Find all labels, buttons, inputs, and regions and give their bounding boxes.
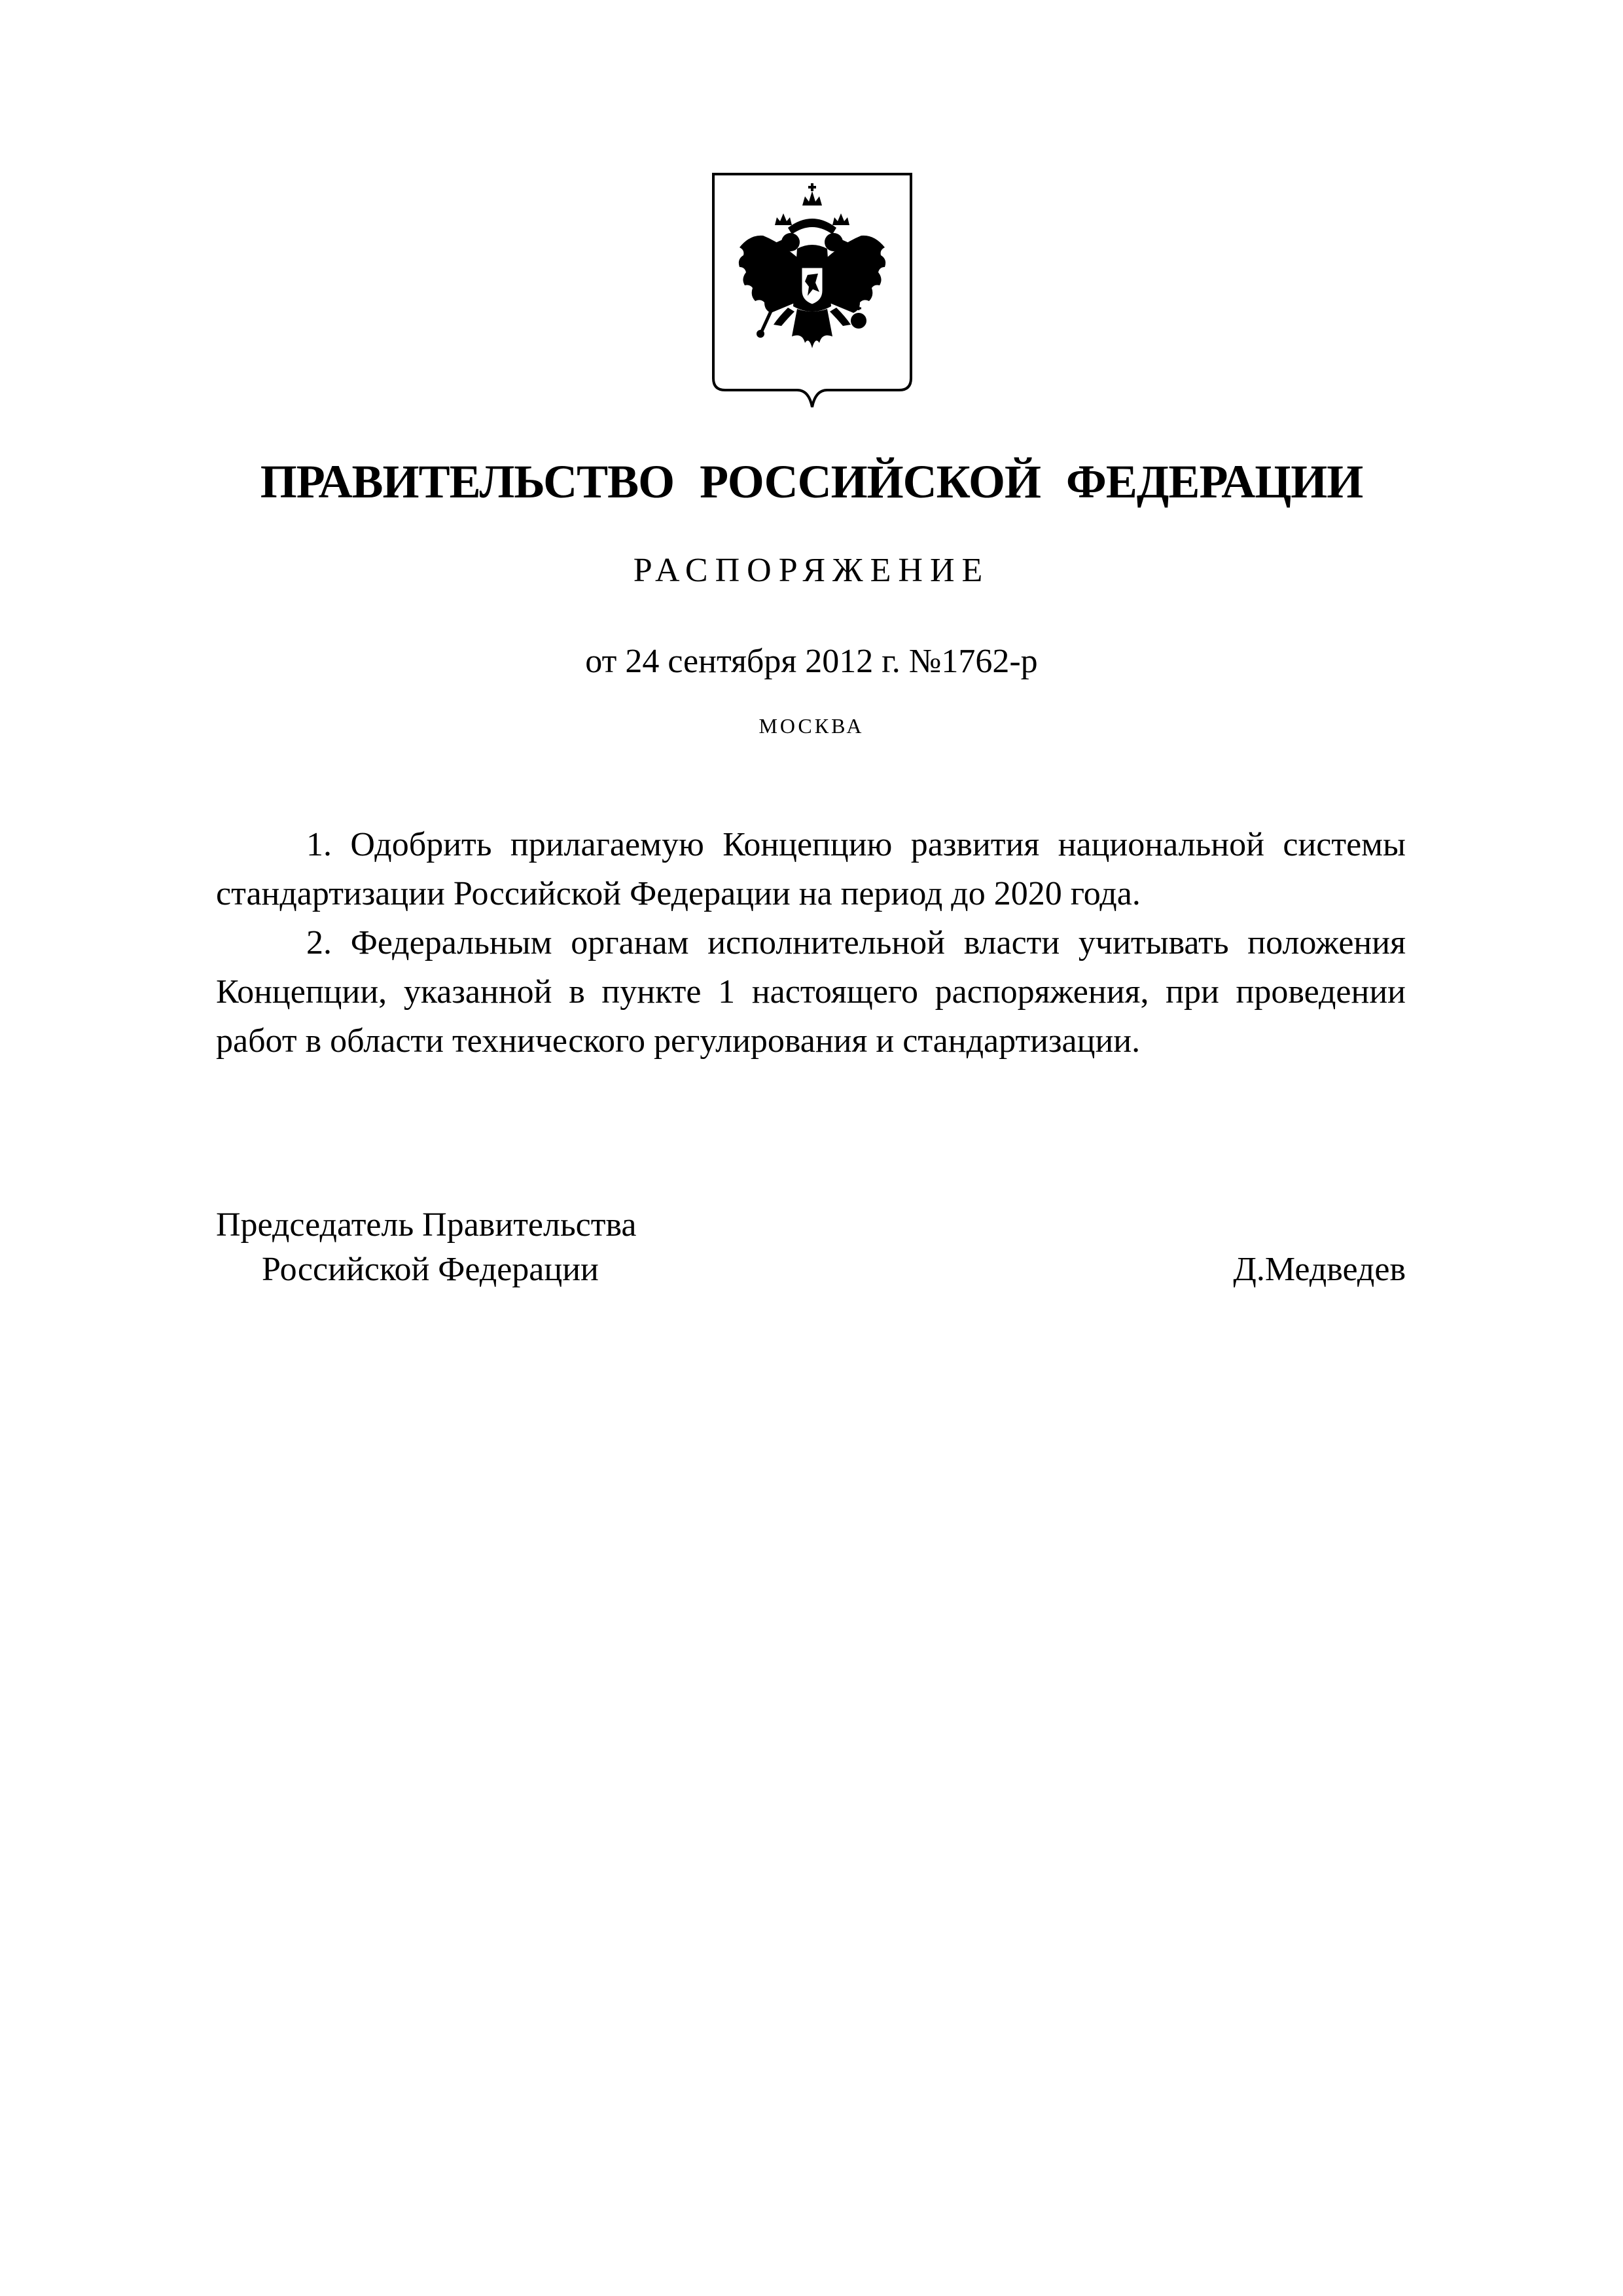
document-city: МОСКВА [758,714,865,738]
document-body [216,820,1406,1066]
russian-coat-of-arms-icon [711,171,914,410]
signatory-position-line1: Председатель Правительства [216,1206,637,1244]
signatory-name: Д.Медведев [1233,1251,1406,1288]
paragraph-2: 2. Федеральным органам исполнительной власти учитывать положения Концепции, указанной в пункте 1 настоящего распоряжения, при проведении работ в области технического регулирования и стандартизации. [216,924,1406,1060]
signatory-position-line2: Российской Федерации [262,1251,599,1288]
signature-block [216,1203,1406,1292]
paragraph-1: 1. Одобрить прилагаемую Концепцию развития национальной системы стандартизации Российской Федерации на период до 2020 года. [216,826,1406,912]
document-type: РАСПОРЯЖЕНИЕ [633,552,990,589]
document-date-number: от 24 сентября 2012 г. №1762-р [585,643,1038,680]
government-title: ПРАВИТЕЛЬСТВО РОССИЙСКОЙ ФЕДЕРАЦИИ [260,456,1363,508]
